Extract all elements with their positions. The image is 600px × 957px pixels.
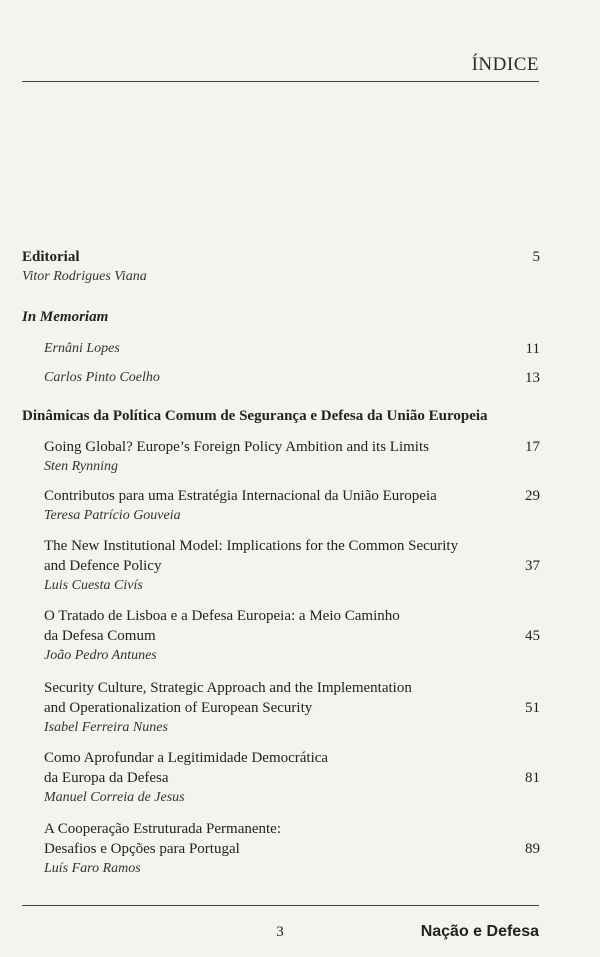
section-heading-in-memoriam: In Memoriam: [22, 309, 109, 325]
toc-entry: [44, 339, 540, 359]
entry-author: Luís Faro Ramos: [44, 861, 141, 876]
section-heading-psdc: Dinâmicas da Política Comum de Segurança e Defesa da União Europeia: [22, 408, 488, 424]
entry-page: 51: [525, 700, 540, 716]
journal-brand: Nação e Defesa: [420, 923, 539, 940]
entry-author: Sten Rynning: [44, 459, 119, 474]
toc-entry: [44, 819, 540, 879]
toc-entry: [44, 368, 540, 388]
entry-title-cont: and Defence Policy: [44, 558, 162, 574]
entry-page: 29: [525, 488, 540, 504]
entry-author: Teresa Patrício Gouveia: [44, 508, 181, 523]
entry-author: Carlos Pinto Coelho: [44, 370, 160, 385]
entry-page: 37: [525, 558, 540, 574]
entry-title-cont: da Europa da Defesa: [44, 770, 169, 786]
footer-rule: [22, 905, 539, 906]
toc-entry: [44, 486, 540, 526]
toc-entry: [44, 678, 540, 738]
entry-page: 89: [525, 841, 540, 857]
toc-entry: [44, 437, 540, 477]
entry-title: Going Global? Europe’s Foreign Policy Ambition and its Limits: [44, 439, 429, 455]
entry-title: A Cooperação Estruturada Permanente:: [44, 821, 281, 837]
entry-title: Como Aprofundar a Legitimidade Democrática: [44, 750, 329, 766]
entry-author: Luis Cuesta Civís: [44, 578, 143, 593]
entry-author: João Pedro Antunes: [44, 648, 157, 663]
entry-page: 81: [525, 770, 540, 786]
toc-entry: [44, 536, 540, 596]
entry-title: O Tratado de Lisboa e a Defesa Europeia: a Meio Caminho: [44, 608, 400, 624]
page-number: 3: [276, 924, 284, 940]
entry-title: The New Institutional Model: Implications for the Common Security: [44, 538, 459, 554]
entry-page: 11: [525, 341, 540, 357]
entry-author: Ernâni Lopes: [44, 341, 120, 356]
entry-page: 5: [532, 249, 540, 265]
entry-title-cont: and Operationalization of European Security: [44, 700, 313, 716]
entry-title-cont: da Defesa Comum: [44, 628, 156, 644]
entry-title-cont: Desafios e Opções para Portugal: [44, 841, 240, 857]
entry-page: 17: [525, 439, 540, 455]
entry-title: Editorial: [22, 249, 80, 265]
entry-page: 13: [525, 370, 540, 386]
entry-title: Contributos para uma Estratégia Internacional da União Europeia: [44, 488, 437, 504]
toc-entry-editorial: [22, 247, 540, 287]
entry-page: 45: [525, 628, 540, 644]
page-title: ÍNDICE: [471, 54, 539, 75]
entry-author: Vitor Rodrigues Viana: [22, 269, 147, 284]
entry-author: Manuel Correia de Jesus: [44, 790, 185, 805]
toc-entry: [44, 606, 540, 666]
entry-author: Isabel Ferreira Nunes: [44, 720, 168, 735]
entry-title: Security Culture, Strategic Approach and the Implementation: [44, 680, 412, 696]
header-rule: [22, 81, 539, 82]
toc-entry: [44, 748, 540, 808]
